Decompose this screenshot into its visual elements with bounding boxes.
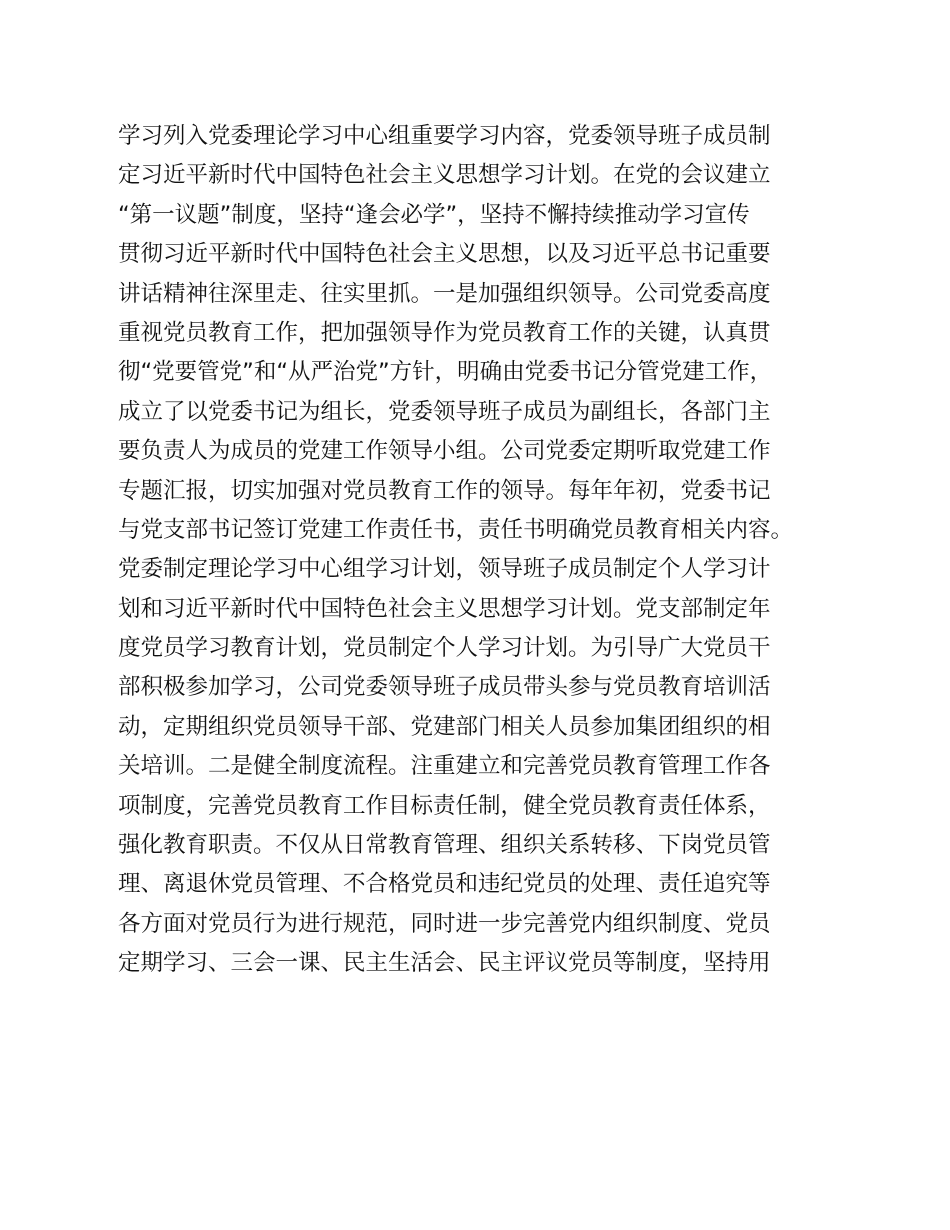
- text-line: 理、离退休党员管理、不合格党员和违纪党员的处理、责任追究等: [118, 871, 771, 898]
- text-line: 专题汇报，切实加强对党员教育工作的领导。每年年初，党委书记: [118, 477, 771, 504]
- body-text: [118, 117, 858, 984]
- text-line: 定习近平新时代中国特色社会主义思想学习计划。在党的会议建立: [118, 162, 771, 189]
- text-line: 彻“党要管党”和“从严治党”方针，明确由党委书记分管党建工作，: [118, 359, 773, 386]
- text-line: 与党支部书记签订党建工作责任书，责任书明确党员教育相关内容。: [118, 516, 794, 543]
- text-line: 讲话精神往深里走、往实里抓。一是加强组织领导。公司党委高度: [118, 280, 771, 307]
- text-line: 度党员学习教育计划，党员制定个人学习计划。为引导广大党员干: [118, 635, 771, 662]
- text-line: 关培训。二是健全制度流程。注重建立和完善党员教育管理工作各: [118, 753, 771, 780]
- text-line: 动，定期组织党员领导干部、党建部门相关人员参加集团组织的相: [118, 713, 771, 740]
- text-line: 强化教育职责。不仅从日常教育管理、组织关系转移、下岗党员管: [118, 832, 771, 859]
- text-line: 划和习近平新时代中国特色社会主义思想学习计划。党支部制定年: [118, 595, 771, 622]
- text-line: 学习列入党委理论学习中心组重要学习内容，党委领导班子成员制: [118, 123, 771, 149]
- text-line: “第一议题”制度，坚持“逢会必学”，坚持不懈持续推动学习宣传: [118, 201, 750, 228]
- text-line: 要负责人为成员的党建工作领导小组。公司党委定期听取党建工作: [118, 438, 771, 465]
- text-line: 部积极参加学习，公司党委领导班子成员带头参与党员教育培训活: [118, 674, 771, 701]
- text-line: 各方面对党员行为进行规范，同时进一步完善党内组织制度、党员: [118, 910, 771, 937]
- text-line: 成立了以党委书记为组长，党委领导班子成员为副组长，各部门主: [118, 398, 771, 425]
- text-line: 党委制定理论学习中心组学习计划，领导班子成员制定个人学习计: [118, 556, 771, 583]
- text-line: 项制度，完善党员教育工作目标责任制，健全党员教育责任体系，: [118, 792, 771, 819]
- text-line: 重视党员教育工作，把加强领导作为党员教育工作的关键，认真贯: [118, 319, 771, 346]
- text-line: 定期学习、三会一课、民主生活会、民主评议党员等制度，坚持用: [118, 950, 771, 977]
- text-line: 贯彻习近平新时代中国特色社会主义思想，以及习近平总书记重要: [118, 241, 771, 268]
